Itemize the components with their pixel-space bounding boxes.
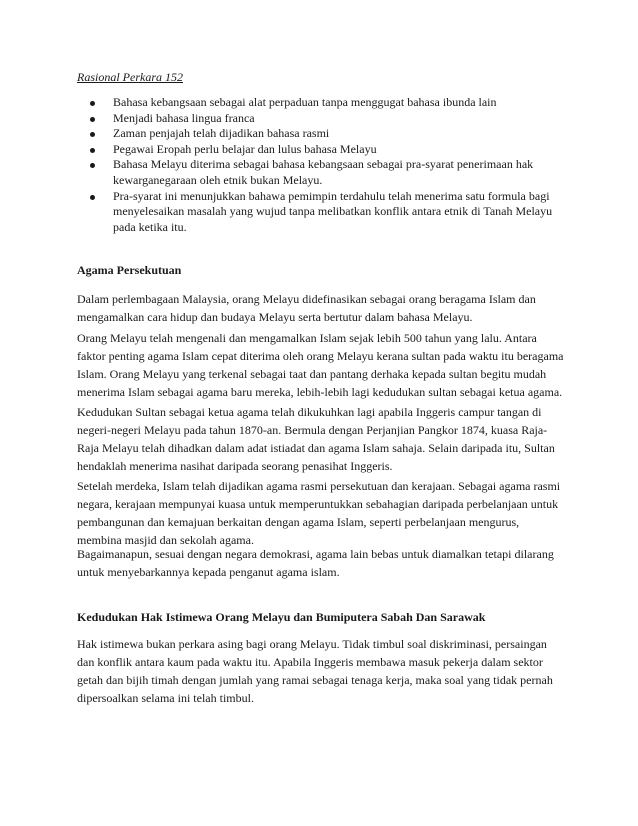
- bullet-text: Bahasa Melayu diterima sebagai bahasa kebangsaan sebagai pra-syarat penerimaan hak kewarganegaraan oleh etnik bukan Melayu.: [113, 157, 534, 187]
- agama-paragraph-5: Bagaimanapun, sesuai dengan negara demokrasi, agama lain bebas untuk diamalkan tetapi dilarang untuk menyebarkannya kepada penganut agama islam.: [77, 547, 554, 580]
- bullet-item: [88, 126, 563, 142]
- bullet-icon: [90, 132, 95, 137]
- bullet-icon: [90, 195, 95, 200]
- bullet-text: Menjadi bahasa lingua franca: [113, 110, 255, 125]
- bullet-item: [88, 95, 563, 111]
- bullet-icon: [90, 148, 95, 153]
- agama-paragraph-3: Kedudukan Sultan sebagai ketua agama telah dikukuhkan lagi apabila Inggeris campur tangan di negeri-negeri Melayu pada tahun 1870-an. Bermula dengan Perjanjian Pangkor 1874, kuasa Raja-Raja Melayu telah dihadkan dalam adat istiadat dan agama Islam sahaja. Selain daripada itu, Sultan hendaklah menerima nasihat daripada seorang penasihat Inggeris.: [77, 405, 555, 474]
- agama-paragraph-1: Dalam perlembagaan Malaysia, orang Melayu didefinasikan sebagai orang beragama Islam dan mengamalkan cara hidup dan budaya Melayu serta bertutur dalam bahasa Melayu.: [77, 292, 536, 325]
- bullet-text: Pegawai Eropah perlu belajar dan lulus bahasa Melayu: [113, 141, 377, 156]
- agama-heading: Agama Persekutuan: [77, 263, 182, 277]
- bullet-item: [88, 142, 563, 158]
- agama-paragraph-2: Orang Melayu telah mengenali dan mengamalkan Islam sejak lebih 500 tahun yang lalu. Antara faktor penting agama Islam cepat diterima oleh orang Melayu kerana sultan pada waktu itu beragama Islam. Orang Melayu yang terkenal sebagai taat dan pantang derhaka kepada sultan begitu mudah menerima Islam sebagai agama baru mereka, lebih-lebih lagi kedudukan sultan sebagai ketua agama.: [77, 331, 564, 400]
- bullet-item: [88, 189, 563, 236]
- bullet-text: Bahasa kebangsaan sebagai alat perpaduan tanpa menggugat bahasa ibunda lain: [113, 95, 497, 109]
- bullet-icon: [90, 163, 95, 168]
- bullet-icon: [90, 101, 95, 106]
- bullet-item: [88, 157, 563, 188]
- bullet-text: Pra-syarat ini menunjukkan bahawa pemimpin terdahulu telah menerima satu formula bagi menyelesaikan masalah yang wujud tanpa melibatkan konflik antara etnik di Tanah Melayu pada ketika itu.: [113, 188, 553, 234]
- bullet-text: Zaman penjajah telah dijadikan bahasa rasmi: [113, 126, 330, 141]
- rasional-bullet-list: [88, 95, 563, 235]
- hak-heading: Kedudukan Hak Istimewa Orang Melayu dan Bumiputera Sabah Dan Sarawak: [77, 610, 486, 624]
- rasional-title: Rasional Perkara 152: [77, 70, 183, 84]
- hak-paragraph-1: Hak istimewa bukan perkara asing bagi orang Melayu. Tidak timbul soal diskriminasi, persaingan dan konflik antara kaum pada waktu itu. Apabila Inggeris membawa masuk pekerja dalam sektor getah dan bijih timah dengan jumlah yang ramai sebagai tenaga kerja, maka soal yang tidak pernah dipersoalkan selama ini telah timbul.: [77, 637, 553, 706]
- agama-paragraph-4: Setelah merdeka, Islam telah dijadikan agama rasmi persekutuan dan kerajaan. Sebagai agama rasmi negara, kerajaan mempunyai kuasa untuk memperuntukkan sebahagian daripada perbelanjaan untuk pembangunan dan kemajuan berkaitan dengan agama Islam, seperti perbelanjaan mengurus, membina masjid dan sekolah agama.: [77, 479, 561, 548]
- bullet-icon: [90, 117, 95, 122]
- bullet-item: [88, 111, 563, 127]
